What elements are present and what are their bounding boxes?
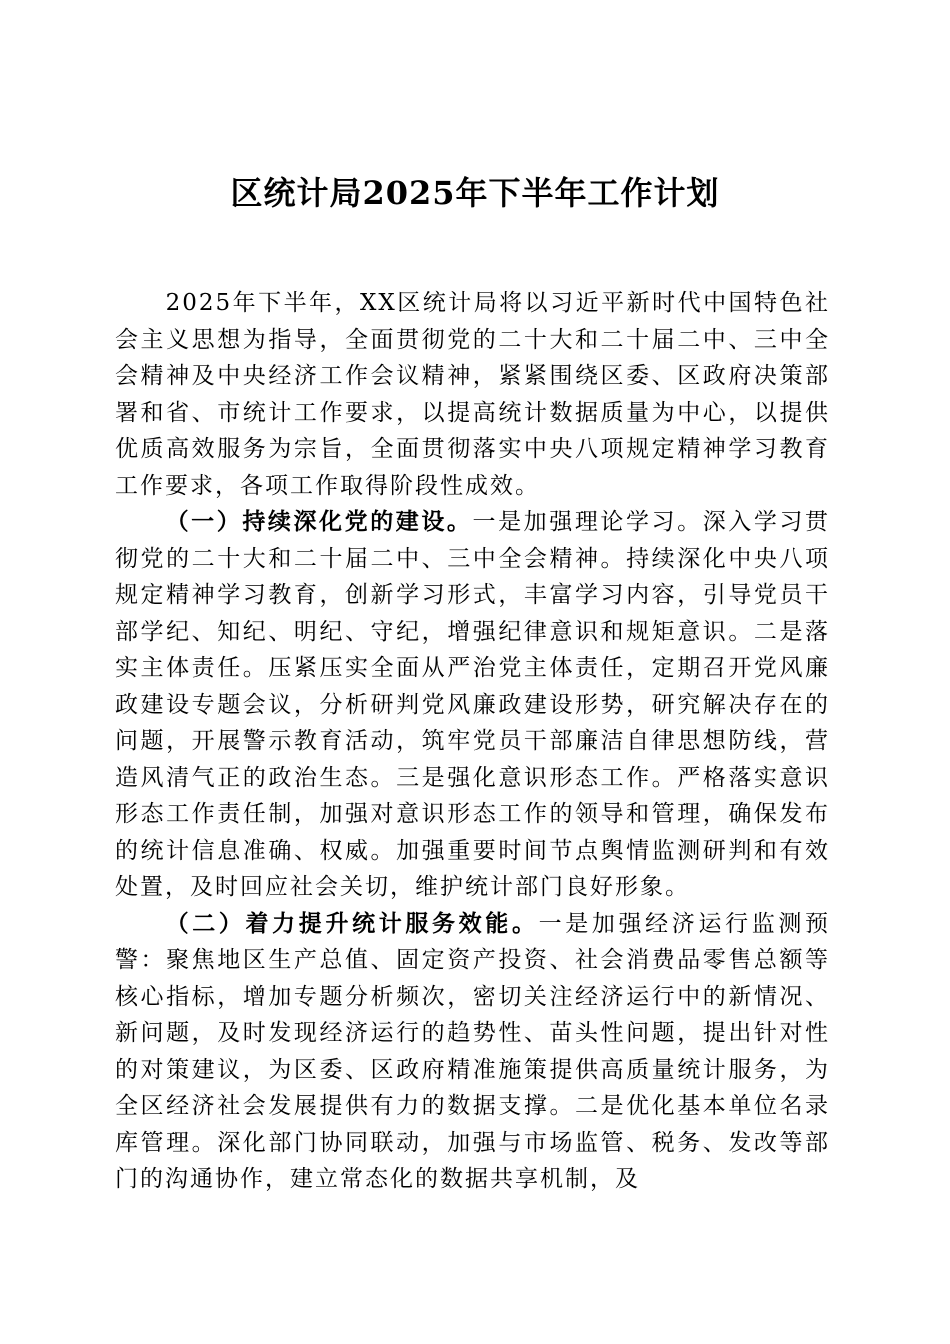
intro-paragraph: 2025年下半年，XX区统计局将以习近平新时代中国特色社会主义思想为指导，全面贯彻党的二十大和二十届二中、三中全会精神及中央经济工作会议精神，紧紧围绕区委、区政府决策部署和省、市统计工作要求，以提高统计数据质量为中心，以提供优质高效服务为宗旨，全面贯彻落实中央八项规定精神学习教育工作要求，各项工作取得阶段性成效。 xyxy=(115,290,830,499)
document-title: 区统计局2025年下半年工作计划 xyxy=(230,174,720,212)
section-1-text: 一是加强理论学习。深入学习贯彻党的二十大和二十届二中、三中全会精神。持续深化中央八项规定精神学习教育，创新学习形式，丰富学习内容，引导党员干部学纪、知纪、明纪、守纪，增强纪律意识和规矩意识。二是落实主体责任。压紧压实全面从严治党主体责任，定期召开党风廉政建设专题会议，分析研判党风廉政建设形势，研究解决存在的问题，开展警示教育活动，筑牢党员干部廉洁自律思想防线，营造风清气正的政治生态。三是强化意识形态工作。严格落实意识形态工作责任制，加强对意识形态工作的领导和管理，确保发布的统计信息准确、权威。加强重要时间节点舆情监测研判和有效处置，及时回应社会关切，维护统计部门良好形象。 xyxy=(115,509,831,900)
document-body xyxy=(115,285,830,1198)
section-2-paragraph xyxy=(115,906,830,1198)
section-2-text: 一是加强经济运行监测预警：聚焦地区生产总值、固定资产投资、社会消费品零售总额等核心指标，增加专题分析频次，密切关注经济运行中的新情况、新问题，及时发现经济运行的趋势性、苗头性问题，提出针对性的对策建议，为区委、区政府精准施策提供高质量统计服务，为全区经济社会发展提供有力的数据支撑。二是优化基本单位名录库管理。深化部门协同联动，加强与市场监管、税务、发改等部门的沟通协作，建立常态化的数据共享机制，及 xyxy=(115,910,831,1192)
section-1-heading: （一）持续深化党的建设。 xyxy=(165,508,473,535)
section-2-heading: （二）着力提升统计服务效能。 xyxy=(165,909,539,937)
section-1-paragraph xyxy=(115,504,830,906)
